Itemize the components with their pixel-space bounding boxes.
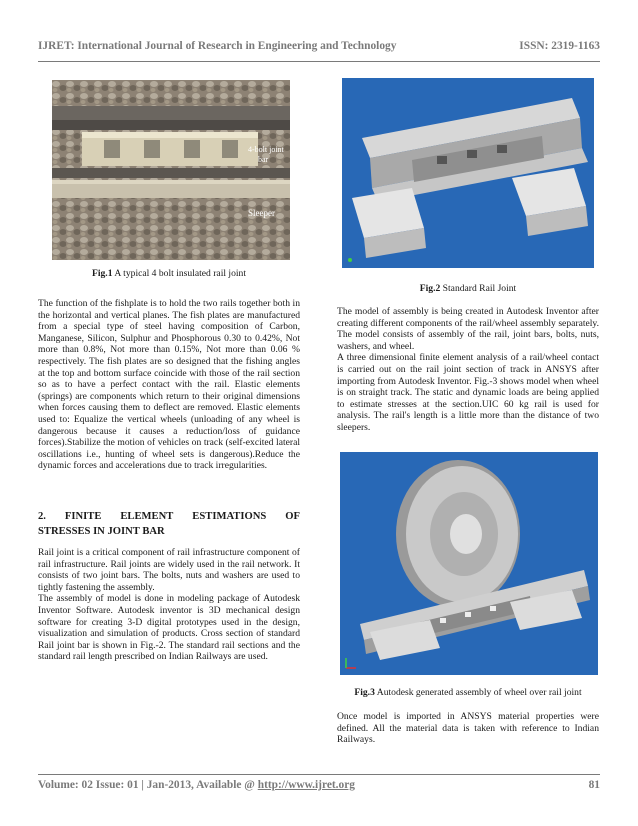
- right-column-para3: Once model is imported in ANSYS material properties were defined. All the material data is taken with reference to Indian Railways.: [337, 711, 599, 746]
- fig3-caption: Fig.3 Autodesk generated assembly of wheel over rail joint: [354, 687, 582, 698]
- section-heading: [38, 511, 300, 537]
- footer-volume: Volume: 02 Issue: 01 | Jan-2013, Available @: [38, 779, 258, 791]
- fig1-label-sleeper: Sleeper: [248, 208, 275, 218]
- rail-joint-render: [342, 78, 594, 268]
- fig2-caption: Fig.2 Standard Rail Joint: [419, 283, 517, 294]
- left-column-para2: Rail joint is a critical component of rail infrastructure component of rail infrastructure. Rail joints are widely used in the rail network. It consists of two joint bars. The bolts, nuts and washers are used to tightly fastening the assembly. The assembly of model is done in modeling package of Autodesk Inventor Software. Autodesk inventor is 3D mechanical design software for creating 3-D digital prototypes used in the design, visualization and simulation of products. Cross section of standard Rail joint bar is shown in Fig.-2. The standard rail sections and the standard rail length prescribed on Indian Railways are used.: [38, 547, 300, 663]
- journal-link[interactable]: http://www.ijret.org: [257, 779, 355, 791]
- issn: ISSN: 2319-1163: [519, 40, 600, 52]
- fig2-image: [342, 78, 594, 268]
- fig1-label-bar: 4-bolt joint: [248, 145, 284, 154]
- fig3-image: [340, 452, 598, 675]
- right-column-para1: The model of assembly is being created in Autodesk Inventor after creating different components of the rail/wheel assembly separately. The model consists of assembly of the rail, joint bars, bolts, nuts, washers, and wheel. A three dimensional finite element analysis of a rail/wheel contact is carried out on the rail joint section of track in ANSYS after importing from Autodesk Inventor. Fig.-3 shows model when wheel is on straight track. The static and dynamic loads are being applied to estimate stresses at the section.UIC 60 kg rail is used for analysis. The rail's length is a little more than the distance of two sleepers.: [337, 306, 599, 433]
- footer-rule: [38, 774, 600, 775]
- page-number: 81: [588, 779, 600, 791]
- svg-text:bar: bar: [258, 155, 269, 164]
- fig1-caption: Fig.1 A typical 4 bolt insulated rail joint: [91, 268, 247, 279]
- fig1-image: [52, 80, 290, 260]
- section-heading-line1: 2. FINITE ELEMENT ESTIMATIONS OF: [38, 511, 300, 522]
- wheel-assembly-render: [340, 452, 598, 675]
- left-column-para1: The function of the fishplate is to hold the two rails together both in the horizontal and vertical planes. The fish plates are manufactured from a special type of steel having composition of Carbon, Manganese, Silicon, Sulphur and Phosphorous 0.30 to 0.42%, Not more than 0.8%, Not more than 0.15%, Not more than 0.06 % respectively. The fish plates are so designed that the fishing angles at the top and bottom surface coincide with those of the rail section so as to have a perfect contact with the rail. Elastic elements (springs) are components which return to their original dimensions when forces causing them to deflect are removed. Elastic elements used to: Equalize the vertical wheels (unloading of any wheel is dangerous because it causes a reduction/loss of guidance forces).Stabilize the motion of vehicles on track (self-excited lateral oscillations i.e., hunting of wheel sets is dangerous).Reduce the dynamic forces and accelerations due to track irregularities.: [38, 298, 300, 472]
- journal-title: IJRET: International Journal of Research in Engineering and Technology: [38, 40, 397, 52]
- section-heading-line2: STRESSES IN JOINT BAR: [38, 526, 165, 537]
- rail-joint-photo: [52, 80, 290, 260]
- header-rule: [38, 61, 600, 62]
